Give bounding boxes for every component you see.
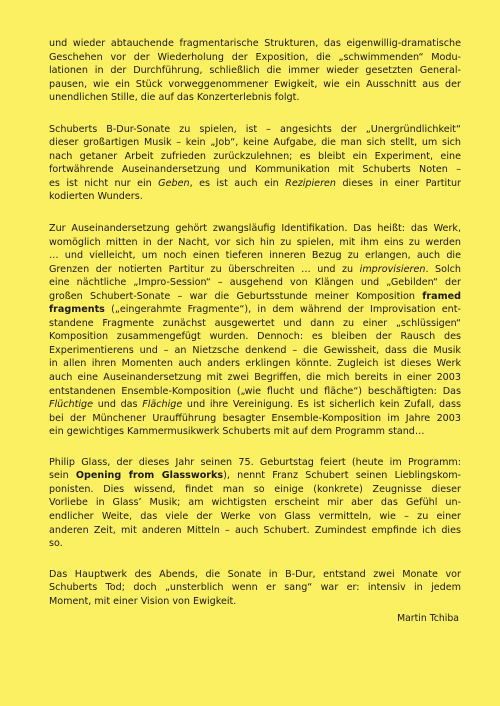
text-run: eine nächtliche „Impro-Session“ – ausgehend von Klängen und „Gebilden“ der bbox=[49, 277, 461, 289]
text-line bbox=[49, 385, 461, 399]
text-run: womöglich mitten in der Nacht, vor sich hin zu spielen, mit ihm eins zu werden bbox=[49, 236, 461, 248]
text-line bbox=[49, 150, 461, 164]
text-run: und ihre Vereinigung. Es ist sicherlich kein Zufall, dass bbox=[182, 399, 462, 411]
text-line bbox=[49, 190, 461, 204]
text-run: Geschehen vor der Wiederholung der Exposition, die „schwimmenden“ Modu- bbox=[49, 51, 461, 63]
text-line bbox=[49, 469, 461, 483]
text-line bbox=[49, 37, 461, 51]
text-line bbox=[49, 568, 461, 582]
text-line bbox=[49, 51, 461, 65]
text-run: dieses in einer Partitur bbox=[336, 177, 461, 189]
text-run: nach getaner Arbeit zufrieden zurückzulehnen; es bleibt ein Experiment, eine bbox=[49, 150, 461, 162]
bold-title: fragments bbox=[49, 304, 105, 316]
text-run: standene Fragmente zunächst ausgewertet und dann zu einer „schlüssigen“ bbox=[49, 317, 461, 329]
text-run: pausen, wie ein Stück vorweggenommener Ewigkeit, wie ein Ausschnitt aus der bbox=[49, 78, 461, 90]
text-run: … und vielleicht, um noch einen tieferen inneren Bezug zu erlangen, auch die bbox=[49, 250, 461, 262]
paragraph-5 bbox=[49, 568, 461, 609]
text-line bbox=[49, 483, 461, 497]
text-line bbox=[49, 524, 461, 538]
text-line bbox=[49, 595, 461, 609]
paragraph-3 bbox=[49, 222, 461, 439]
text-run: Moment, mit einer Vision von Ewigkeit. bbox=[49, 595, 237, 607]
text-run: und das bbox=[93, 399, 143, 411]
text-run: ein gewichtiges Kammermusikwerk Schuberts mit auf dem Programm stand… bbox=[49, 426, 425, 438]
text-line bbox=[49, 290, 461, 304]
text-line bbox=[49, 398, 461, 412]
paragraph-1 bbox=[49, 37, 461, 105]
text-run: großen Schubert-Sonate – war die Geburtsstunde meiner Komposition bbox=[49, 290, 423, 302]
text-line bbox=[49, 537, 461, 551]
text-run: . Solch bbox=[425, 263, 461, 275]
text-run: , es ist auch ein bbox=[189, 177, 286, 189]
text-run: so. bbox=[49, 538, 63, 550]
text-line bbox=[49, 123, 461, 137]
text-run: endlicher Weite, das viele der Werke von Glass vermitteln, wie – zu einer bbox=[49, 510, 461, 522]
text-line bbox=[49, 163, 461, 177]
paragraph-4 bbox=[49, 456, 461, 551]
emphasis-text: improvisieren bbox=[359, 263, 426, 275]
text-line bbox=[49, 412, 461, 426]
text-run: entstandenen Ensemble-Komposition („wie flucht und fläche“) beschäftigten: Das bbox=[49, 385, 461, 397]
essay-text bbox=[49, 37, 461, 625]
text-run: („eingerahmte Fragmente“), in dem während der Improvisation ent- bbox=[104, 304, 461, 316]
text-run: ), nennt Franz Schubert seinen Lieblingskom- bbox=[223, 470, 462, 482]
emphasis-text: Geben bbox=[158, 177, 190, 189]
text-run: Grenzen der notierten Partitur zu überschreiten … und zu bbox=[49, 263, 360, 275]
text-line bbox=[49, 177, 461, 191]
text-run: es ist nicht nur ein bbox=[49, 177, 159, 189]
text-line bbox=[49, 303, 461, 317]
text-line bbox=[49, 371, 461, 385]
text-line bbox=[49, 581, 461, 595]
text-run: lationen in der Durchführung, schließlich die immer wieder gesetzten General- bbox=[49, 65, 461, 77]
text-line bbox=[49, 222, 461, 236]
text-line bbox=[49, 136, 461, 150]
text-run: Das Hauptwerk des Abends, die Sonate in B-Dur, entstand zwei Monate vor bbox=[49, 568, 461, 580]
text-line bbox=[49, 344, 461, 358]
text-line bbox=[49, 510, 461, 524]
text-run: bei der Münchener Uraufführung besagter Ensemble-Komposition im Jahre 2003 bbox=[49, 412, 461, 424]
text-run: Komposition zusammengefügt wurden. Dennoch: es bleiben der Rausch des bbox=[49, 331, 461, 343]
emphasis-text: Flächige bbox=[142, 399, 183, 411]
text-run: kodierten Wunders. bbox=[49, 191, 143, 203]
text-run: Schuberts B-Dur-Sonate zu spielen, ist – angesichts der „Unergründlichkeit“ bbox=[49, 123, 461, 135]
text-run: Zur Auseinandersetzung gehört zwangsläufig Identifikation. Das heißt: das Werk, bbox=[49, 223, 461, 235]
text-line bbox=[49, 496, 461, 510]
text-line bbox=[49, 249, 461, 263]
text-line bbox=[49, 91, 461, 105]
paragraph-2 bbox=[49, 123, 461, 204]
text-run: und wieder abtauchende fragmentarische Strukturen, das eigenwillig-dramatische bbox=[49, 38, 461, 49]
text-run: Experimentierens und – an Nietzsche denkend – die Gewissheit, dass die Musik bbox=[49, 344, 461, 356]
emphasis-text: Flüchtige bbox=[49, 399, 94, 411]
text-run: in allen ihren Momenten auch anders erklingen könnte. Zugleich ist dieses Werk bbox=[49, 358, 461, 370]
text-line bbox=[49, 330, 461, 344]
text-run: fortwährende Auseinandersetzung und Kommunikation mit Schuberts Noten – bbox=[49, 164, 461, 176]
emphasis-text: Rezipieren bbox=[285, 177, 337, 189]
text-line bbox=[49, 317, 461, 331]
text-line bbox=[49, 236, 461, 250]
text-run: dieser großartigen Musik – kein „Job“, keine Aufgabe, die man sich stellt, um sich bbox=[49, 137, 461, 149]
text-line bbox=[49, 425, 461, 439]
text-run: ponisten. Dies wissend, findet man so einige (konkrete) Zeugnisse dieser bbox=[49, 483, 461, 495]
bold-title: framed bbox=[422, 290, 461, 302]
text-run: Philip Glass, der dieses Jahr seinen 75. Geburtstag feiert (heute im Programm: bbox=[49, 456, 461, 468]
text-line bbox=[49, 78, 461, 92]
text-run: Schuberts Tod; doch „unsterblich wenn er sang“ war er: intensiv in jedem bbox=[49, 582, 461, 594]
text-line bbox=[49, 456, 461, 470]
author-signature: Martin Tchiba bbox=[397, 613, 459, 625]
text-line bbox=[49, 276, 461, 290]
text-line bbox=[49, 263, 461, 277]
text-line bbox=[49, 357, 461, 371]
text-run: unendlichen Stille, die auf das Konzerterlebnis folgt. bbox=[49, 92, 300, 104]
bold-title: Opening from Glassworks bbox=[75, 470, 224, 482]
text-line bbox=[49, 64, 461, 78]
text-run: Vorliebe in Glass’ Musik; am wichtigsten erscheint mir aber das Gefühl un- bbox=[49, 497, 461, 509]
text-run: auch eine Auseinandersetzung mit zwei Begriffen, die mich bereits in einer 2003 bbox=[49, 372, 461, 384]
text-run: anderen Zeit, mit anderen Mitteln – auch Schubert. Zumindest empfinde ich dies bbox=[49, 524, 461, 536]
text-run: sein bbox=[49, 470, 76, 482]
